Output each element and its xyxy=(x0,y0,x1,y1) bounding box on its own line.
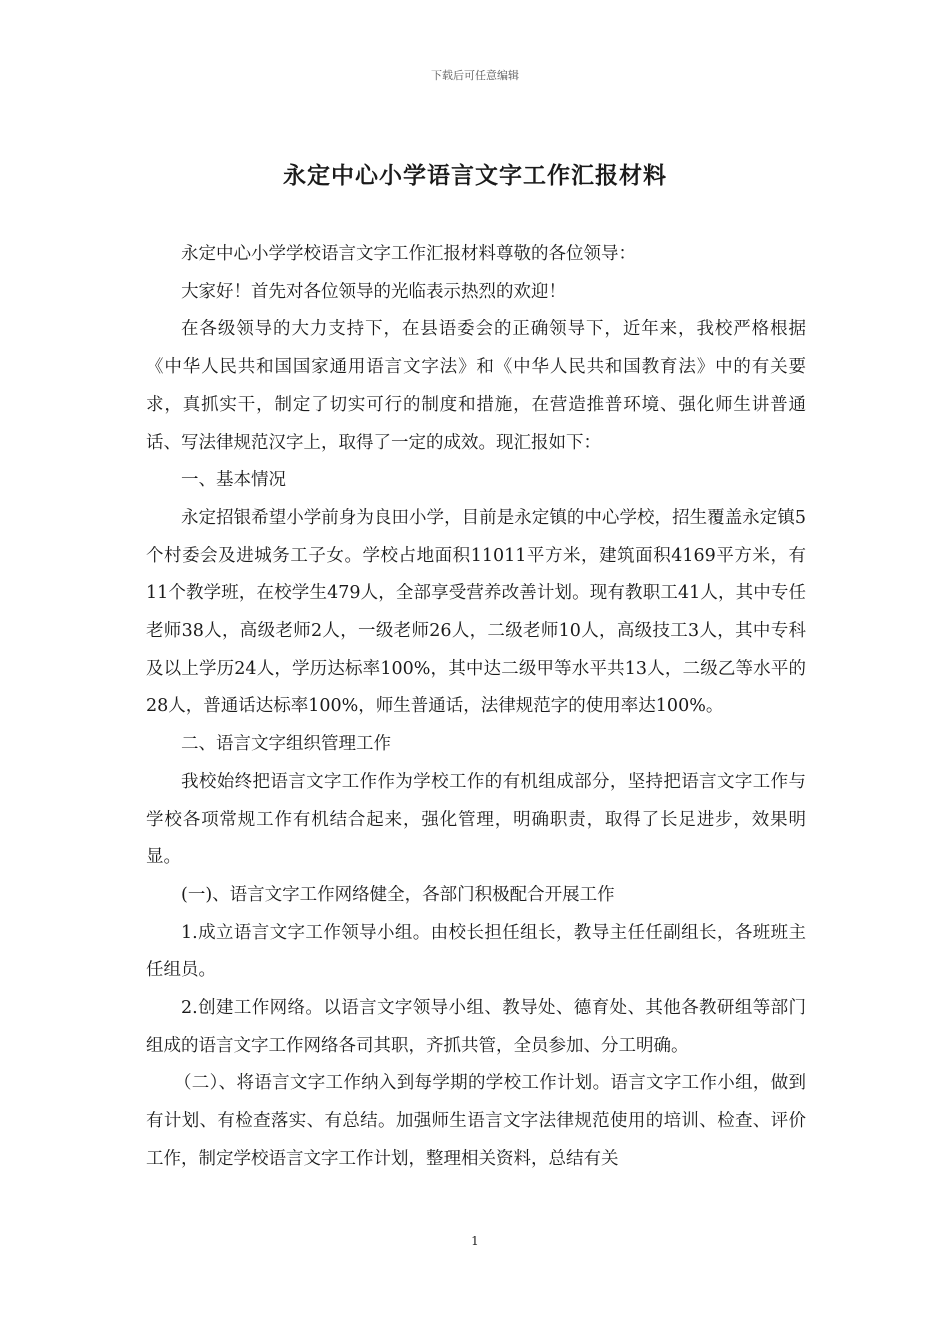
header-note: 下载后可任意编辑 xyxy=(431,69,519,82)
paragraph-intro: 在各级领导的大力支持下，在县语委会的正确领导下，近年来，我校严格根据《中华人民共和国国家通用语言文字法》和《中华人民共和国教育法》中的有关要求，真抓实干，制定了切实可行的制度和措施，在营造推普环境、强化师生讲普通话、写法律规范汉字上，取得了一定的成效。现汇报如下： xyxy=(146,319,806,453)
section-heading-basic: 一、基本情况 xyxy=(181,470,286,491)
paragraph-greeting: 大家好！首先对各位领导的光临表示热烈的欢迎！ xyxy=(181,281,566,302)
document-body xyxy=(146,236,806,1179)
page-number: 1 xyxy=(471,1234,479,1248)
document-title: 永定中心小学语言文字工作汇报材料 xyxy=(283,162,667,189)
paragraph-item-1: 1.成立语言文字工作领导小组。由校长担任组长，教导主任任副组长，各班班主任组员。 xyxy=(146,922,806,981)
paragraph-salutation: 永定中心小学学校语言文字工作汇报材料尊敬的各位领导： xyxy=(181,244,636,264)
paragraph-management: 我校始终把语言文字工作作为学校工作的有机组成部分，坚持把语言文字工作与学校各项常规工作有机结合起来，强化管理，明确职责，取得了长足进步，效果明显。 xyxy=(146,771,806,868)
paragraph-basic-info: 永定招银希望小学前身为良田小学，目前是永定镇的中心学校，招生覆盖永定镇5个村委会及进城务工子女。学校占地面积11011平方米，建筑面积4169平方米，有11个教学班，在校学生479人，全部享受营养改善计划。现有教职工41人，其中专任老师38人，高级老师2人，一级老师26人，二级老师10人，高级技工3人，其中专科及以上学历24人，学历达标率100%，其中达二级甲等水平共13人，二级乙等水平的28人，普通话达标率100%，师生普通话，法律规范字的使用率达100%。 xyxy=(146,507,806,717)
section-heading-management: 二、语言文字组织管理工作 xyxy=(181,734,391,755)
paragraph-plan: （二）、将语言文字工作纳入到每学期的学校工作计划。语言文字工作小组，做到有计划、有检查落实、有总结。加强师生语言文字法律规范使用的培训、检查、评价工作，制定学校语言文字工作计划，整理相关资料，总结有关 xyxy=(146,1073,806,1169)
subsection-heading-network: (一)、语言文字工作网络健全，各部门积极配合开展工作 xyxy=(181,884,615,905)
paragraph-item-2: 2.创建工作网络。以语言文字领导小组、教导处、德育处、其他各教研组等部门组成的语言文字工作网络各司其职，齐抓共管，全员参加、分工明确。 xyxy=(146,998,806,1056)
